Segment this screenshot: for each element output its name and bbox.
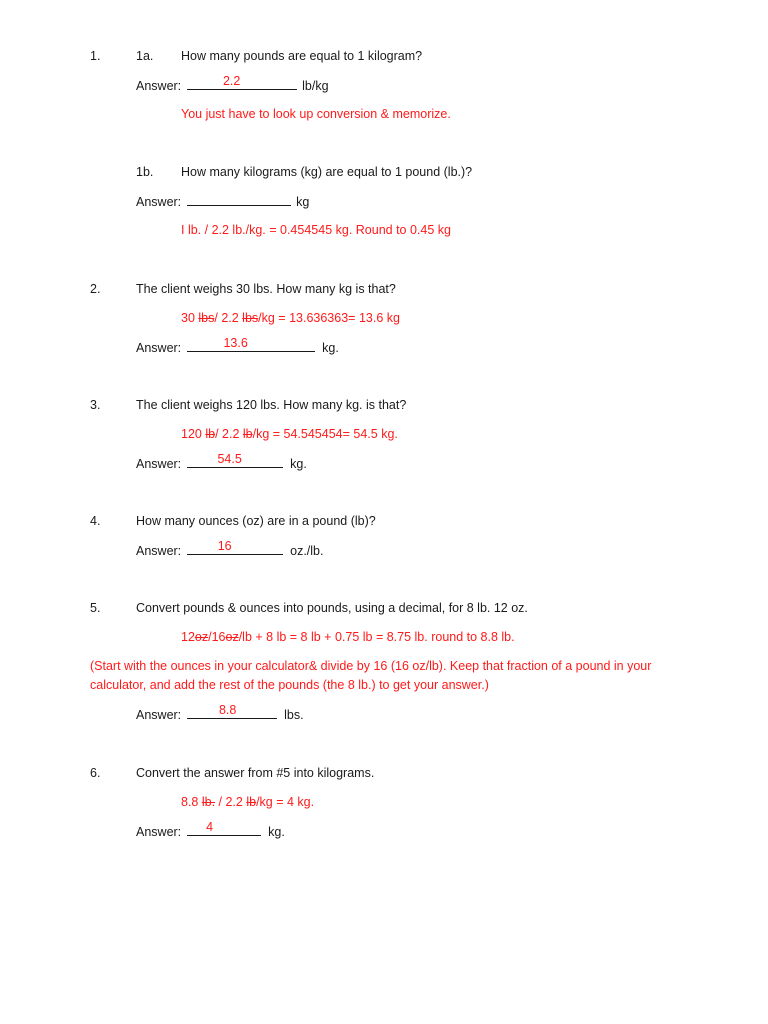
answer-blank — [187, 820, 261, 836]
q4-question: How many ounces (oz) are in a pound (lb)? — [136, 514, 376, 528]
q1b-question: How many kilograms (kg) are equal to 1 pound (lb.)? — [181, 165, 473, 179]
answer-blank — [187, 703, 277, 719]
cancelled-unit: lb — [246, 795, 257, 809]
q3-question: The client weighs 120 lbs. How many kg. is that? — [136, 398, 407, 412]
answer-unit: oz./lb. — [290, 544, 324, 558]
q6-number: 6. — [90, 766, 101, 780]
work-text: 8.8 — [181, 795, 202, 809]
answer-label: Answer: — [136, 457, 182, 471]
work-text: / 2.2 — [214, 311, 243, 325]
answer-value: 2.2 — [222, 74, 241, 88]
answer-value: 8.8 — [218, 703, 237, 717]
answer-value: 4 — [206, 820, 214, 834]
answer-blank — [187, 452, 283, 468]
q1-number: 1. — [90, 49, 101, 63]
q6-work — [181, 794, 314, 810]
cancelled-unit: lb. — [201, 795, 216, 809]
q1b-work: I lb. / 2.2 lb./kg. = 0.454545 kg. Round to 0.45 kg — [181, 223, 451, 237]
answer-blank — [187, 74, 297, 90]
q5-note-line2: calculator, and add the rest of the pounds (the 8 lb.) to get your answer.) — [90, 678, 489, 692]
work-text: /kg = 13.636363= 13.6 kg — [258, 311, 400, 325]
work-text: / 2.2 — [215, 427, 243, 441]
work-text: 12 — [181, 630, 195, 644]
q5-work — [181, 629, 515, 645]
cancelled-unit: lb — [242, 427, 253, 441]
q1a-label: 1a. — [136, 49, 154, 63]
answer-label: Answer: — [136, 195, 182, 209]
q3-answer-line — [136, 452, 307, 472]
q5-note-line1: (Start with the ounces in your calculator& divide by 16 (16 oz/lb). Keep that fraction of a pound in your — [90, 659, 652, 673]
q3-work — [181, 426, 398, 442]
answer-unit: lb/kg — [302, 79, 329, 93]
answer-unit: kg. — [322, 341, 339, 355]
work-text: / 2.2 — [215, 795, 247, 809]
answer-unit: kg — [296, 195, 310, 209]
q4-number: 4. — [90, 514, 101, 528]
answer-label: Answer: — [136, 544, 182, 558]
answer-value: 13.6 — [223, 336, 248, 350]
answer-unit: lbs. — [284, 708, 304, 722]
cancelled-unit: lbs — [198, 311, 215, 325]
answer-value: 16 — [217, 539, 232, 553]
q2-work — [181, 310, 400, 326]
q2-question: The client weighs 30 lbs. How many kg is that? — [136, 282, 396, 296]
answer-label: Answer: — [136, 341, 182, 355]
answer-blank — [187, 539, 283, 555]
q3-number: 3. — [90, 398, 101, 412]
q1a-note: You just have to look up conversion & memorize. — [181, 107, 451, 121]
q2-answer-line — [136, 336, 339, 356]
answer-blank — [187, 193, 291, 206]
q1b-label: 1b. — [136, 165, 154, 179]
q1b-answer-line — [136, 193, 309, 210]
work-text: 120 — [181, 427, 206, 441]
q6-answer-line — [136, 820, 285, 840]
q5-number: 5. — [90, 601, 101, 615]
q5-question: Convert pounds & ounces into pounds, using a decimal, for 8 lb. 12 oz. — [136, 601, 528, 615]
cancelled-unit: lb — [205, 427, 216, 441]
cancelled-unit: oz — [225, 630, 239, 644]
cancelled-unit: oz — [194, 630, 209, 644]
q4-answer-line — [136, 539, 324, 559]
answer-label: Answer: — [136, 708, 182, 722]
cancelled-unit: lbs — [242, 311, 259, 325]
q6-question: Convert the answer from #5 into kilograms. — [136, 766, 375, 780]
work-text: /kg = 54.545454= 54.5 kg. — [252, 427, 398, 441]
work-text: 30 — [181, 311, 199, 325]
q1a-question: How many pounds are equal to 1 kilogram? — [181, 49, 423, 63]
work-text: /16 — [208, 630, 226, 644]
answer-label: Answer: — [136, 825, 182, 839]
answer-unit: kg. — [268, 825, 285, 839]
answer-value: 54.5 — [217, 452, 242, 466]
work-text: /kg = 4 kg. — [256, 795, 315, 809]
q5-answer-line — [136, 703, 304, 723]
q1a-answer-line — [136, 74, 329, 94]
work-text: /lb + 8 lb = 8 lb + 0.75 lb = 8.75 lb. round to 8.8 lb. — [238, 630, 515, 644]
answer-blank — [187, 336, 315, 352]
q2-number: 2. — [90, 282, 101, 296]
answer-label: Answer: — [136, 79, 182, 93]
answer-unit: kg. — [290, 457, 307, 471]
